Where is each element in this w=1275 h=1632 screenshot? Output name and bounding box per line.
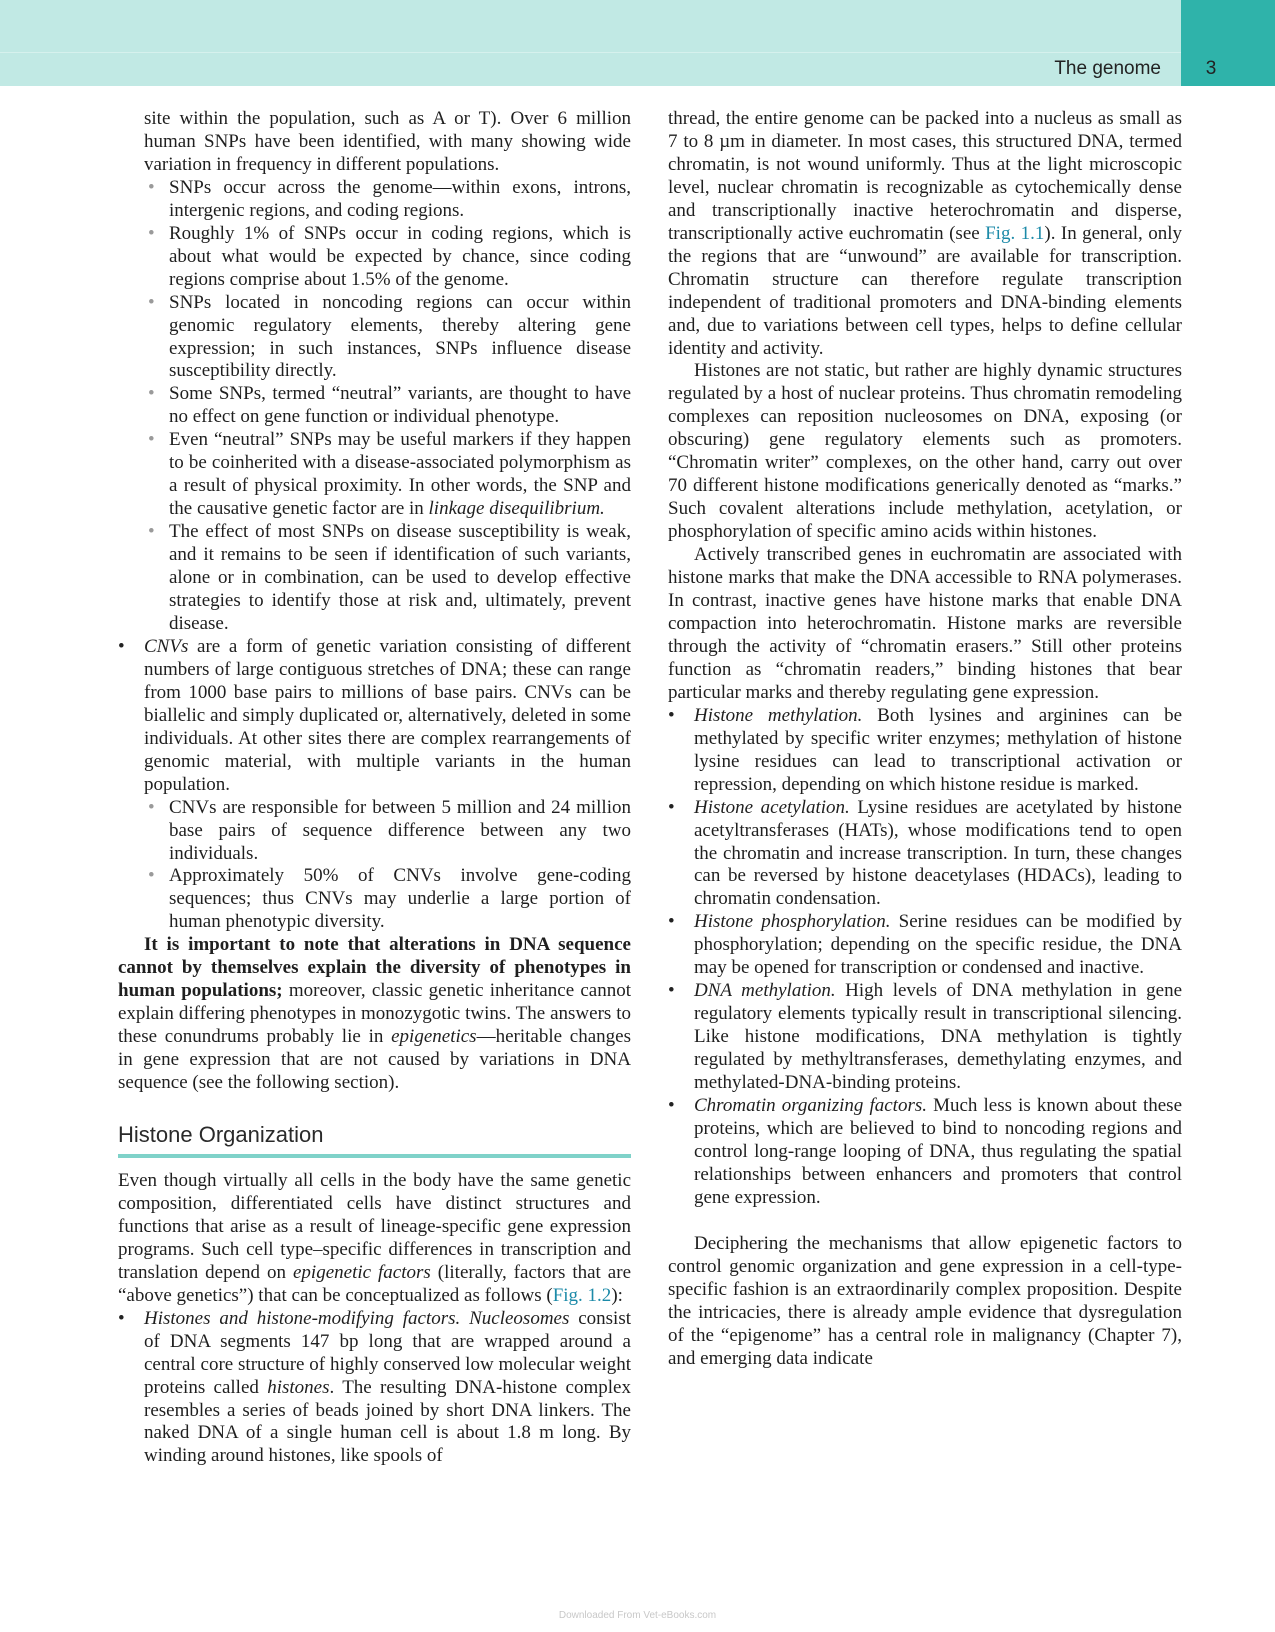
list-item [668, 911, 1182, 980]
list-item: • CNVs are responsible for between 5 million and 24 million base pairs of sequence difference between any two individuals. [144, 797, 631, 866]
header-band [0, 0, 1181, 86]
list-item-text: Much less is known about these proteins, which are believed to bind to noncoding regions and control long-range looping of DNA, thus regulating the spatial relationships between enhancers and promoters that control gene expression. [694, 1094, 1182, 1208]
list-item [118, 636, 631, 797]
list-item [668, 980, 1182, 1095]
paragraph-text: (literally, factors that are “above genetics”) that can be conceptualized as follows ( [118, 1261, 631, 1306]
italic-term: epigenetic factors [292, 1261, 431, 1283]
snp-sub-list [118, 177, 631, 636]
header-hairline [0, 52, 1181, 53]
page-number: 3 [1205, 58, 1217, 79]
paragraph-text: ): [611, 1284, 623, 1306]
list-item: • SNPs occur across the genome—within exons, introns, intergenic regions, and coding regions. [144, 177, 631, 223]
paragraph-text: thread, the entire genome can be packed into a nucleus as small as 7 to 8 µm in diameter. In most cases, this structured DNA, termed chromatin, is not wound uniformly. Thus at the light microscopic level, nuclear chromatin is recognizable as cytochemically dense and transcriptionally inactive heterochromatin and disperse, transcriptionally active euchromatin (see [668, 108, 1182, 244]
figure-link[interactable]: Fig. 1.2 [552, 1284, 612, 1306]
list-item [668, 797, 1182, 912]
closing-paragraph: Deciphering the mechanisms that allow epigenetic factors to control genomic organization and gene expression in a cell-type-specific fashion is an extraordinarily complex proposition. Despite the intricacies, there is already ample evidence that dysregulation of the “epigenome” has a central role in malignancy (Chapter 7), and emerging data indicate [668, 1232, 1182, 1369]
italic-term: Histones and histone-modifying factors. Nucleosomes [144, 1307, 570, 1329]
list-item-text: Lysine residues are acetylated by histone acetyltransferases (HATs), whose modifications tend to open the chromatin and increase transcription. In turn, these changes can be reversed by histone deacetylases (HDACs), leading to chromatin condensation. [694, 796, 1182, 910]
list-item-text: consist of DNA segments 147 bp long that are wrapped around a central core structure of highly conserved low molecular weight proteins called [144, 1307, 631, 1398]
list-item-text: High levels of DNA methylation in gene regulatory elements typically result in transcriptional silencing. Like histone modifications, DNA methylation is tightly regulated by methyltransferases, demethylating enzymes, and methylated-DNA-binding proteins. [694, 980, 1182, 1094]
section-heading: Histone Organization [118, 1122, 631, 1158]
list-item: • The effect of most SNPs on disease susceptibility is weak, and it remains to be seen if identification of such variants, alone or in combination, can be used to develop effective strategies to identify those at risk and, ultimately, prevent disease. [144, 521, 631, 636]
italic-term: Chromatin organizing factors. [694, 1094, 927, 1116]
list-item-text: Serine residues can be modified by phosphorylation; depending on the specific residue, the DNA may be opened for transcription or condensed and inactive. [694, 911, 1182, 979]
paragraph-text: ). In general, only the regions that are “unwound” are available for transcription. Chromatin structure can therefore regulate transcription independent of traditional promoters and DNA-binding elements and, due to variations between cell types, helps to define cellular identity and activity. [668, 222, 1182, 359]
list-item [668, 705, 1182, 797]
paragraph-text: —heritable changes in gene expression that are not caused by variations in DNA sequence (see the following section). [118, 1026, 631, 1094]
modification-list [668, 705, 1182, 1210]
list-item [144, 429, 631, 521]
paragraph-text: moreover, classic genetic inheritance cannot explain differing phenotypes in monozygotic twins. The answers to these conundrums probably lie in [118, 980, 631, 1048]
list-item: • SNPs located in noncoding regions can occur within genomic regulatory elements, thereby altering gene expression; in such instances, SNPs influence disease susceptibility directly. [144, 292, 631, 384]
italic-term: epigenetics [391, 1026, 477, 1048]
cnv-sub-list [118, 797, 631, 935]
watermark: Downloaded From Vet-eBooks.com [558, 1610, 717, 1621]
list-item: • Roughly 1% of SNPs occur in coding regions, which is about what would be expected by chance, since coding regions comprise about 1.5% of the genome. [144, 223, 631, 292]
paragraph-text: Even though virtually all cells in the body have the same genetic composition, differentiated cells have distinct structures and functions that arise as a result of lineage-specific gene expression programs. Such cell type–specific differences in transcription and translation depend on [118, 1169, 631, 1283]
running-head: The genome [1054, 58, 1161, 79]
list-item-text: Both lysines and arginines can be methylated by specific writer enzymes; methylation of histone lysine residues can lead to transcriptional activation or repression, depending on which histone residue is marked. [694, 704, 1183, 795]
right-column [668, 108, 1182, 1370]
cnv-list [118, 636, 631, 797]
italic-term: linkage disequilibrium. [428, 498, 605, 520]
paragraph-gap [668, 1210, 1182, 1233]
list-item-text: are a form of genetic variation consisting of different numbers of large contiguous stretches of DNA; these can range from 1000 base pairs to millions of base pairs. CNVs can be biallelic and simply duplicated or, alternatively, deleted in some individuals. At other sites there are complex rearrangements of genomic material, with multiple variants in the human population. [144, 635, 631, 795]
list-item-text: Even “neutral” SNPs may be useful markers if they happen to be coinherited with a disease-associated polymorphism as a result of physical proximity. In other words, the SNP and the causative genetic factor are in [169, 429, 631, 520]
figure-link[interactable]: Fig. 1.1 [985, 222, 1045, 244]
left-column [118, 108, 631, 1468]
bold-statement: It is important to note that alterations in DNA sequence cannot by themselves explain the diversity of phenotypes in human populations; [118, 934, 631, 1002]
histone-dynamics-paragraph: Histones are not static, but rather are highly dynamic structures regulated by a host of nuclear proteins. Thus chromatin remodeling complexes can reposition nucleosomes on DNA, exposing (or obscuring) gene regulatory elements such as promoters. “Chromatin writer” complexes, on the other hand, carry out over 70 different histone modifications generically denoted as “marks.” Such covalent alterations include methylation, acetylation, or phosphorylation of specific amino acids within histones. [668, 360, 1182, 543]
italic-term: Histone acetylation. [694, 796, 850, 818]
list-item [118, 1308, 631, 1469]
list-item-text: . The resulting DNA-histone complex resembles a series of beads joined by short DNA linkers. The naked DNA of a single human cell is about 1.8 m long. By winding around histones, like spools of [144, 1376, 631, 1467]
list-item: • Approximately 50% of CNVs involve gene-coding sequences; thus CNVs may underlie a large portion of human phenotypic diversity. [144, 865, 631, 934]
italic-term: histones [267, 1376, 330, 1398]
histone-marks-paragraph: Actively transcribed genes in euchromatin are associated with histone marks that make the DNA accessible to RNA polymerases. In contrast, inactive genes have histone marks that enable DNA compaction into heterochromatin. Histone marks are reversible through the activity of “chromatin erasers.” Still other proteins function as “chromatin readers,” binding histones that bear particular marks and thereby regulating gene expression. [668, 544, 1182, 703]
histone-intro-paragraph [118, 1170, 631, 1308]
italic-term: DNA methylation. [694, 980, 836, 1002]
snp-intro-paragraph: site within the population, such as A or T). Over 6 million human SNPs have been identified, with many showing wide variation in frequency in different populations. [144, 108, 631, 175]
histone-list [118, 1308, 631, 1469]
list-item [668, 1095, 1182, 1210]
important-paragraph [118, 934, 631, 1095]
italic-term: Histone phosphorylation. [694, 911, 891, 933]
chromatin-paragraph [668, 108, 1182, 360]
italic-term: CNVs [144, 635, 189, 657]
italic-term: Histone methylation. [694, 704, 863, 726]
list-item: • Some SNPs, termed “neutral” variants, are thought to have no effect on gene function or individual phenotype. [144, 383, 631, 429]
